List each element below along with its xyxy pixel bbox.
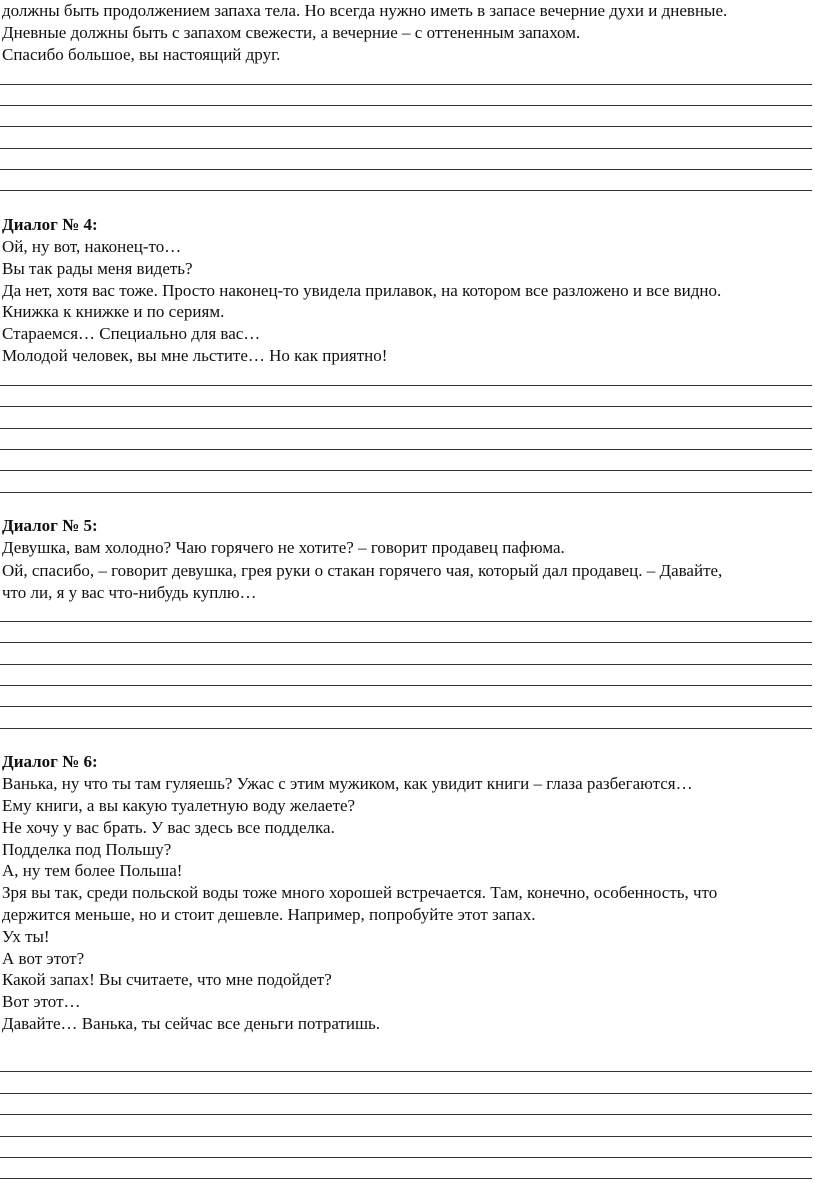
dialog-6-line: Подделка под Польшу? — [2, 840, 172, 859]
dialog-6-line: Какой запах! Вы считаете, что мне подойдет? — [2, 970, 332, 989]
answer-line — [0, 449, 812, 450]
dialog-4-line: Стараемся… Специально для вас… — [2, 324, 261, 343]
dialog-4-heading: Диалог № 4: — [2, 215, 98, 234]
intro-line: Спасибо большое, вы настоящий друг. — [2, 45, 281, 64]
dialog-4-line: Вы так рады меня видеть? — [2, 259, 193, 278]
dialog-5-heading: Диалог № 5: — [2, 516, 98, 535]
dialog-5-line: Ой, спасибо, – говорит девушка, грея руки о стакан горячего чая, который дал продавец. – Давайте, — [2, 561, 723, 580]
dialog-6-line: А вот этот? — [2, 949, 85, 968]
dialog-6-line: Ух ты! — [2, 927, 50, 946]
answer-line — [0, 685, 812, 686]
intro-line: должны быть продолжением запаха тела. Но всегда нужно иметь в запасе вечерние духи и дневные. — [2, 1, 728, 20]
dialog-6-line: Не хочу у вас брать. У вас здесь все подделка. — [2, 818, 335, 837]
dialog-6-line: Зря вы так, среди польской воды тоже много хорошей встречается. Там, конечно, особенность, что — [2, 883, 718, 902]
answer-line — [0, 706, 812, 707]
answer-line — [0, 105, 812, 106]
answer-line — [0, 728, 812, 729]
answer-line — [0, 428, 812, 429]
dialog-4-line: Молодой человек, вы мне льстите… Но как приятно! — [2, 346, 388, 365]
dialog-4-line: Да нет, хотя вас тоже. Просто наконец-то увидела прилавок, на котором все разложено и все видно. — [2, 281, 722, 300]
answer-line — [0, 385, 812, 386]
dialog-4-line: Ой, ну вот, наконец-то… — [2, 237, 182, 256]
answer-line — [0, 1071, 812, 1072]
dialog-6-line: держится меньше, но и стоит дешевле. Например, попробуйте этот запах. — [2, 905, 536, 924]
answer-line — [0, 621, 812, 622]
dialog-6-line: А, ну тем более Польша! — [2, 861, 183, 880]
answer-line — [0, 1178, 812, 1179]
dialog-5-line: Девушка, вам холодно? Чаю горячего не хотите? – говорит продавец пафюма. — [2, 538, 565, 557]
answer-line — [0, 642, 812, 643]
dialog-5-line: что ли, я у вас что-нибудь куплю… — [2, 583, 257, 602]
dialog-6-heading: Диалог № 6: — [2, 752, 98, 771]
dialog-6-line: Давайте… Ванька, ты сейчас все деньги потратишь. — [2, 1014, 381, 1033]
answer-line — [0, 492, 812, 493]
dialog-4-line: Книжка к книжке и по сериям. — [2, 302, 225, 321]
answer-line — [0, 1136, 812, 1137]
answer-line — [0, 126, 812, 127]
answer-line — [0, 664, 812, 665]
answer-line — [0, 470, 812, 471]
answer-line — [0, 169, 812, 170]
answer-line — [0, 1114, 812, 1115]
dialog-6-line: Ванька, ну что ты там гуляешь? Ужас с этим мужиком, как увидит книги – глаза разбегаются… — [2, 774, 693, 793]
dialog-6-line: Вот этот… — [2, 992, 81, 1011]
answer-line — [0, 84, 812, 85]
dialog-6-line: Ему книги, а вы какую туалетную воду желаете? — [2, 796, 356, 815]
intro-line: Дневные должны быть с запахом свежести, а вечерние – с оттененным запахом. — [2, 23, 581, 42]
answer-line — [0, 148, 812, 149]
answer-line — [0, 1157, 812, 1158]
answer-line — [0, 190, 812, 191]
answer-line — [0, 406, 812, 407]
answer-line — [0, 1093, 812, 1094]
